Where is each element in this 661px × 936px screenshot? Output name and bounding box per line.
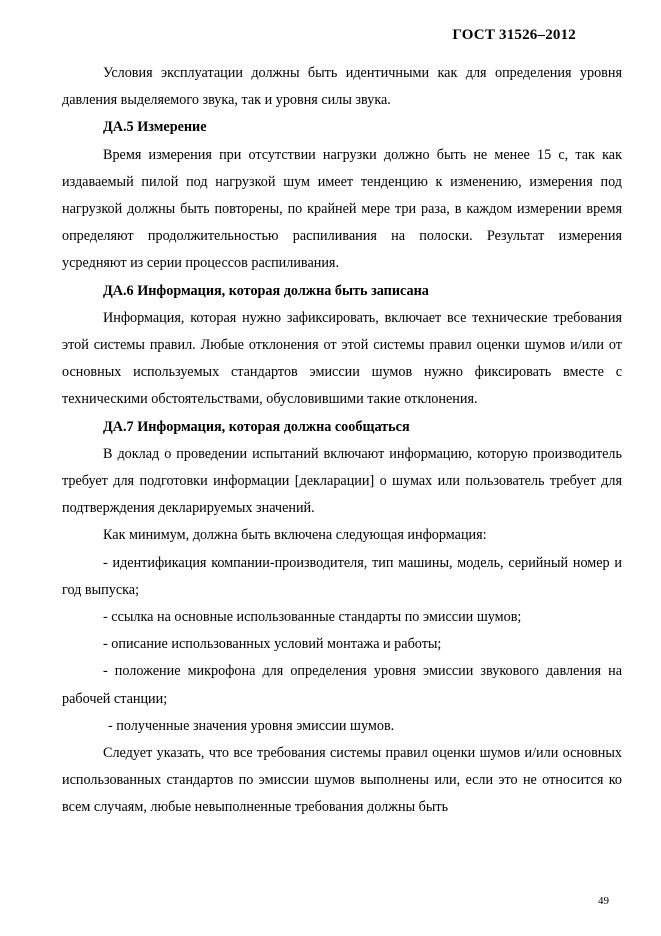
list-item: - положение микрофона для определения уровня эмиссии звукового давления на рабочей станции; bbox=[62, 663, 622, 707]
list-item: - полученные значения уровня эмиссии шумов. bbox=[108, 717, 395, 734]
list-item: - описание использованных условий монтажа и работы; bbox=[103, 636, 442, 653]
paragraph-measurement: Время измерения при отсутствии нагрузки должно быть не менее 15 с, так как издаваемый пилой под нагрузкой шум имеет тенденцию к изменению, измерения под нагрузкой должны быть повторены, по крайней мере три раза, в каждом измерении время определяют продолжительностью распиливания на полоски. Результат измерения усредняют из серии процессов распиливания. bbox=[62, 146, 622, 272]
paragraph-recorded-info: Информация, которая нужно зафиксировать, включает все технические требования этой системы правил. Любые отклонения от этой системы правил оценки шумов и/или от основных используемых стандартов эмиссии шумов нужно фиксировать вместе с техническими обстоятельствами, обусловившими такие отклонения. bbox=[62, 309, 622, 408]
section-heading-da5: ДА.5 Измерение bbox=[103, 119, 207, 136]
document-body bbox=[62, 60, 622, 822]
paragraph-compliance-note: Следует указать, что все требования системы правил оценки шумов и/или основных использованных стандартов по эмиссии шумов выполнены или, если это не относится ко всем случаям, любые невыполненные требования должны быть bbox=[62, 745, 622, 816]
page-number: 49 bbox=[598, 895, 609, 907]
list-item: - ссылка на основные использованные стандарты по эмиссии шумов; bbox=[103, 609, 522, 626]
section-heading-da7: ДА.7 Информация, которая должна сообщаться bbox=[103, 418, 410, 435]
paragraph-test-report: В доклад о проведении испытаний включают информацию, которую производитель требует для подготовки информации [декларации] о шумах или пользователь требует для подтверждения декларируемых значений. bbox=[62, 445, 622, 517]
paragraph-minimum-info: Как минимум, должна быть включена следующая информация: bbox=[103, 527, 487, 544]
list-item: - идентификация компании-производителя, тип машины, модель, серийный номер и год выпуска; bbox=[62, 554, 622, 598]
document-code-header: ГОСТ 31526–2012 bbox=[452, 27, 576, 43]
paragraph-operating-conditions: Условия эксплуатации должны быть идентичными как для определения уровня давления выделяемого звука, так и уровня силы звука. bbox=[62, 65, 622, 109]
section-heading-da6: ДА.6 Информация, которая должна быть записана bbox=[103, 282, 429, 299]
